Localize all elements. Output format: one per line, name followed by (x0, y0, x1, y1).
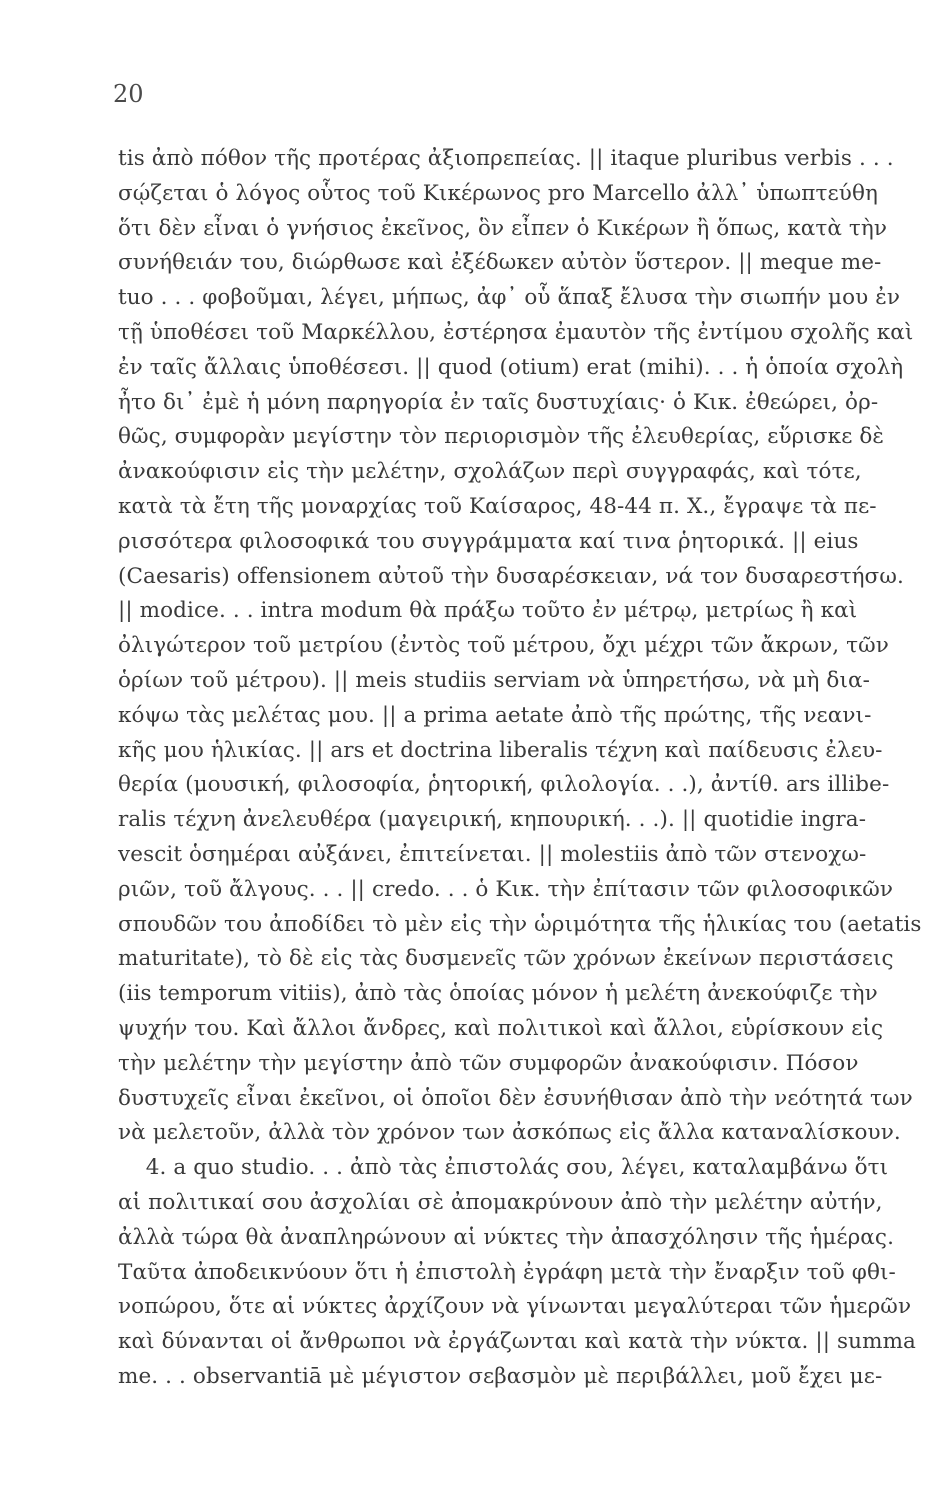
text-line: νὰ μελετοῦν, ἀλλὰ τὸν χρόνον των ἀσκόπως εἰς ἄλλα καταναλίσκουν. (118, 1120, 901, 1146)
text-line: δυστυχεῖς εἶναι ἐκεῖνοι, οἱ ὁποῖοι δὲν ἐσυνήθισαν ἀπὸ τὴν νεότητά των (118, 1085, 913, 1111)
text-line: κῆς μου ἡλικίας. || ars et doctrina liberalis τέχνη καὶ παίδευσις ἐλευ- (118, 737, 883, 763)
text-line: ρισσότερα φιλοσοφικά του συγγράμματα καί τινα ῥητορικά. || eius (118, 528, 859, 554)
text-line: θῶς, συμφορὰν μεγίστην τὸν περιορισμὸν τῆς ἐλευθερίας, εὕρισκε δὲ (118, 424, 885, 450)
text-line: (Caesaris) offensionem αὐτοῦ τὴν δυσαρέσκειαν, νά τον δυσαρεστήσω. (118, 563, 904, 589)
text-line: tuo . . . φοβοῦμαι, λέγει, μήπως, ἀφ᾽ οὗ ἅπαξ ἔλυσα τὴν σιωπήν μου ἐν (118, 285, 901, 311)
text-line: || modice. . . intra modum θὰ πράξω τοῦτο ἐν μέτρῳ, μετρίως ἢ καὶ (118, 598, 858, 624)
text-line: maturitate), τὸ δὲ εἰς τὰς δυσμενεῖς τῶν χρόνων ἐκείνων περιστάσεις (118, 946, 894, 972)
text-line: ὀλιγώτερον τοῦ μετρίου (ἐντὸς τοῦ μέτρου, ὄχι μέχρι τῶν ἄκρων, τῶν (118, 633, 889, 659)
text-line: τὴν μελέτην τὴν μεγίστην ἀπὸ τῶν συμφορῶν ἀνακούφισιν. Πόσον (118, 1050, 859, 1076)
text-line: ὅτι δὲν εἶναι ὁ γνήσιος ἐκεῖνος, ὃν εἶπεν ὁ Κικέρων ἢ ὅπως, κατὰ τὴν (118, 215, 888, 241)
text-line: tis ἀπὸ πόθον τῆς προτέρας ἀξιοπρεπείας. || itaque pluribus verbis . . . (118, 146, 894, 171)
text-line: me. . . observantiā μὲ μέγιστον σεβασμὸν μὲ περιβάλλει, μοῦ ἔχει με- (118, 1363, 883, 1389)
text-line: vescit ὁσημέραι αὐξάνει, ἐπιτείνεται. || molestiis ἀπὸ τῶν στενοχω- (118, 841, 867, 867)
text-line: ἦτο δι᾽ ἐμὲ ἡ μόνη παρηγορία ἐν ταῖς δυστυχίαις· ὁ Κικ. ἐθεώρει, ὀρ- (118, 389, 879, 415)
text-line: ριῶν, τοῦ ἄλγους. . . || credo. . . ὁ Κικ. τὴν ἐπίτασιν τῶν φιλοσοφικῶν (118, 876, 894, 902)
page-number: 20 (113, 80, 144, 108)
text-line: ὁρίων τοῦ μέτρου). || meis studiis serviam νὰ ὑπηρετήσω, νὰ μὴ δια- (118, 667, 870, 693)
text-line: ἐν ταῖς ἄλλαις ὑποθέσεσι. || quod (otium) erat (mihi). . . ἡ ὁποία σχολὴ (118, 354, 904, 380)
text-line: ἀνακούφισιν εἰς τὴν μελέτην, σχολάζων περὶ συγγραφάς, καὶ τότε, (118, 459, 862, 485)
commentary-text (118, 142, 938, 1395)
text-line: Ταῦτα ἀποδεικνύουν ὅτι ἡ ἐπιστολὴ ἐγράφη μετὰ τὴν ἔναρξιν τοῦ φθι- (118, 1259, 896, 1285)
text-line: ἀλλὰ τώρα θὰ ἀναπληρώνουν αἱ νύκτες τὴν ἀπασχόλησιν τῆς ἡμέρας. (118, 1224, 895, 1250)
text-line: θερία (μουσική, φιλοσοφία, ῥητορική, φιλολογία. . .), ἀντίθ. ars illibe- (118, 772, 890, 798)
text-line: νοπώρου, ὅτε αἱ νύκτες ἀρχίζουν νὰ γίνωνται μεγαλύτεραι τῶν ἡμερῶν (118, 1294, 912, 1320)
text-line: σῴζεται ὁ λόγος οὗτος τοῦ Κικέρωνος pro Marcello ἀλλ᾽ ὑπωπτεύθη (118, 180, 878, 206)
text-line: καὶ δύνανται οἱ ἄνθρωποι νὰ ἐργάζωνται καὶ κατὰ τὴν νύκτα. || summa (118, 1329, 916, 1355)
text-line: τῇ ὑποθέσει τοῦ Μαρκέλλου, ἐστέρησα ἐμαυτὸν τῆς ἐντίμου σχολῆς καὶ (118, 319, 914, 345)
text-line: σπουδῶν του ἀποδίδει τὸ μὲν εἰς τὴν ὡριμότητα τῆς ἡλικίας του (aetatis (118, 911, 922, 937)
text-line: κατὰ τὰ ἔτη τῆς μοναρχίας τοῦ Καίσαρος, 48-44 π. Χ., ἔγραψε τὰ πε- (118, 493, 877, 519)
text-line: συνήθειάν του, διώρθωσε καὶ ἐξέδωκεν αὐτὸν ὕστερον. || meque me- (118, 250, 882, 276)
text-line: αἱ πολιτικαί σου ἀσχολίαι σὲ ἀπομακρύνουν ἀπὸ τὴν μελέτην αὐτήν, (118, 1189, 883, 1215)
text-line: κόψω τὰς μελέτας μου. || a prima aetate ἀπὸ τῆς πρώτης, τῆς νεανι- (118, 702, 872, 728)
text-line: (iis temporum vitiis), ἀπὸ τὰς ὁποίας μόνον ἡ μελέτη ἀνεκούφιζε τὴν (118, 981, 878, 1007)
text-line: 4. a quo studio. . . ἀπὸ τὰς ἐπιστολάς σου, λέγει, καταλαμβάνω ὅτι (118, 1155, 889, 1181)
text-line: ralis τέχνη ἀνελευθέρα (μαγειρική, κηπουρική. . .). || quotidie ingra- (118, 807, 867, 833)
text-line: ψυχήν του. Καὶ ἄλλοι ἄνδρες, καὶ πολιτικοὶ καὶ ἄλλοι, εὑρίσκουν εἰς (118, 1015, 884, 1041)
